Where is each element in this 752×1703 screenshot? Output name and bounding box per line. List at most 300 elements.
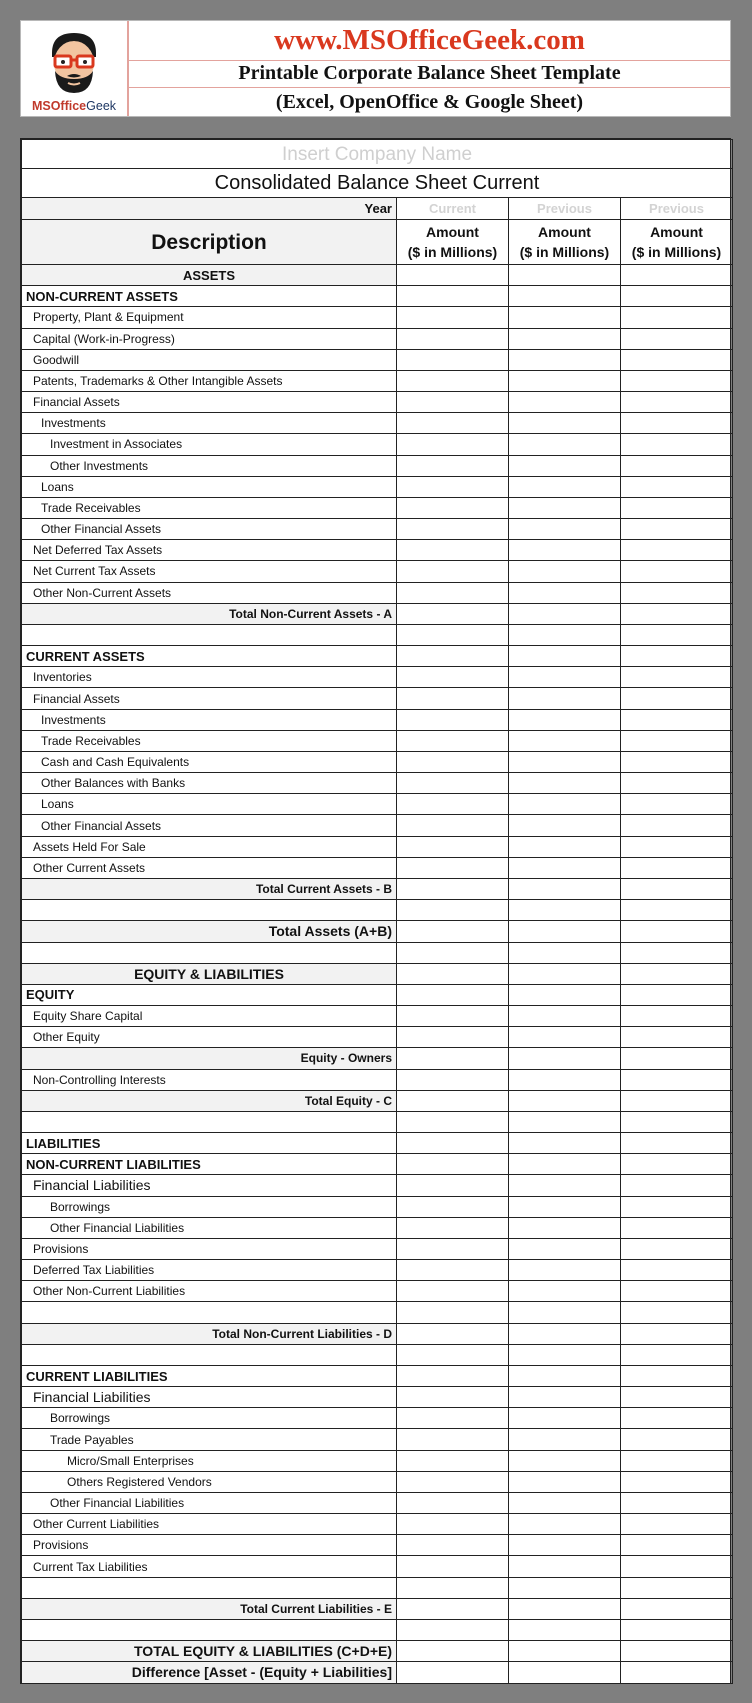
table-row bbox=[22, 519, 733, 540]
amount-cell-previous-2[interactable] bbox=[621, 1323, 733, 1344]
amount-cell-previous-2[interactable] bbox=[621, 1387, 733, 1408]
amount-cell-current[interactable] bbox=[397, 603, 509, 624]
amount-cell-previous-1[interactable] bbox=[509, 984, 621, 1005]
amount-cell-previous-2[interactable] bbox=[621, 1154, 733, 1175]
amount-cell-previous-1[interactable] bbox=[509, 1217, 621, 1238]
table-row bbox=[22, 265, 733, 286]
table-row bbox=[22, 878, 733, 899]
amount-cell-previous-2[interactable] bbox=[621, 1281, 733, 1302]
row-label: Other Financial Assets bbox=[22, 519, 397, 540]
amount-cell-previous-1[interactable] bbox=[509, 1662, 621, 1683]
amount-header-line2: ($ in Millions) bbox=[519, 244, 610, 260]
amount-cell-current[interactable] bbox=[397, 1196, 509, 1217]
amount-cell-previous-2[interactable] bbox=[621, 900, 733, 921]
row-label: Other Non-Current Assets bbox=[22, 582, 397, 603]
row-label: Trade Receivables bbox=[22, 730, 397, 751]
amount-cell-current[interactable] bbox=[397, 1492, 509, 1513]
amount-cell-previous-2[interactable] bbox=[621, 370, 733, 391]
row-label: Investments bbox=[22, 413, 397, 434]
table-row bbox=[22, 328, 733, 349]
amount-cell-previous-1[interactable] bbox=[509, 603, 621, 624]
amount-cell-current[interactable] bbox=[397, 942, 509, 963]
amount-cell-previous-1[interactable] bbox=[509, 1471, 621, 1492]
table-row bbox=[22, 836, 733, 857]
row-label: Provisions bbox=[22, 1238, 397, 1259]
row-label: Net Deferred Tax Assets bbox=[22, 540, 397, 561]
amount-cell-previous-2[interactable] bbox=[621, 1196, 733, 1217]
amount-cell-current[interactable] bbox=[397, 540, 509, 561]
amount-cell-current[interactable] bbox=[397, 878, 509, 899]
amount-cell-previous-2[interactable] bbox=[621, 328, 733, 349]
amount-cell-previous-1[interactable] bbox=[509, 1196, 621, 1217]
amount-cell-previous-2[interactable] bbox=[621, 561, 733, 582]
amount-cell-previous-1[interactable] bbox=[509, 646, 621, 667]
table-row bbox=[22, 1090, 733, 1111]
row-label: Other Balances with Banks bbox=[22, 773, 397, 794]
table-row bbox=[22, 1429, 733, 1450]
amount-cell-previous-1[interactable] bbox=[509, 1238, 621, 1259]
amount-cell-previous-1[interactable] bbox=[509, 1175, 621, 1196]
table-row bbox=[22, 1365, 733, 1386]
amount-cell-current[interactable] bbox=[397, 1641, 509, 1662]
table-row bbox=[22, 1027, 733, 1048]
row-label: Equity Share Capital bbox=[22, 1006, 397, 1027]
amount-cell-previous-2[interactable] bbox=[621, 603, 733, 624]
table-row bbox=[22, 1260, 733, 1281]
amount-cell-current[interactable] bbox=[397, 667, 509, 688]
amount-cell-previous-2[interactable] bbox=[621, 624, 733, 645]
year-previous-2[interactable]: Previous bbox=[621, 198, 733, 220]
amount-cell-current[interactable] bbox=[397, 1577, 509, 1598]
table-row bbox=[22, 646, 733, 667]
amount-cell-previous-1[interactable] bbox=[509, 519, 621, 540]
amount-cell-current[interactable] bbox=[397, 1365, 509, 1386]
amount-cell-previous-1[interactable] bbox=[509, 1154, 621, 1175]
amount-cell-current[interactable] bbox=[397, 328, 509, 349]
table-row bbox=[22, 667, 733, 688]
amount-cell-previous-1[interactable] bbox=[509, 688, 621, 709]
amount-cell-previous-1[interactable] bbox=[509, 497, 621, 518]
amount-cell-current[interactable] bbox=[397, 709, 509, 730]
year-current[interactable]: Current bbox=[397, 198, 509, 220]
amount-cell-previous-2[interactable] bbox=[621, 984, 733, 1005]
amount-cell-previous-2[interactable] bbox=[621, 1069, 733, 1090]
amount-cell-previous-1[interactable] bbox=[509, 1408, 621, 1429]
template-banner bbox=[20, 20, 731, 117]
amount-cell-previous-2[interactable] bbox=[621, 667, 733, 688]
amount-cell-previous-2[interactable] bbox=[621, 1662, 733, 1683]
amount-cell-current[interactable] bbox=[397, 1069, 509, 1090]
amount-cell-previous-2[interactable] bbox=[621, 1535, 733, 1556]
amount-cell-previous-2[interactable] bbox=[621, 688, 733, 709]
amount-cell-current[interactable] bbox=[397, 307, 509, 328]
table-row bbox=[22, 540, 733, 561]
amount-cell-current[interactable] bbox=[397, 1450, 509, 1471]
row-label bbox=[22, 1620, 397, 1641]
amount-cell-previous-1[interactable] bbox=[509, 1048, 621, 1069]
amount-cell-previous-2[interactable] bbox=[621, 1408, 733, 1429]
row-label: Financial Liabilities bbox=[22, 1387, 397, 1408]
amount-cell-previous-1[interactable] bbox=[509, 751, 621, 772]
amount-cell-current[interactable] bbox=[397, 1556, 509, 1577]
amount-cell-current[interactable] bbox=[397, 1408, 509, 1429]
table-row bbox=[22, 476, 733, 497]
amount-cell-current[interactable] bbox=[397, 561, 509, 582]
amount-cell-previous-2[interactable] bbox=[621, 1217, 733, 1238]
banner-titles bbox=[129, 21, 730, 116]
title-row bbox=[22, 169, 733, 198]
amount-cell-current[interactable] bbox=[397, 921, 509, 942]
amount-cell-previous-2[interactable] bbox=[621, 1492, 733, 1513]
table-row bbox=[22, 455, 733, 476]
amount-cell-previous-2[interactable] bbox=[621, 1471, 733, 1492]
amount-cell-previous-2[interactable] bbox=[621, 878, 733, 899]
amount-cell-previous-2[interactable] bbox=[621, 1048, 733, 1069]
amount-cell-previous-1[interactable] bbox=[509, 370, 621, 391]
row-label bbox=[22, 1302, 397, 1323]
row-label bbox=[22, 1344, 397, 1365]
amount-cell-current[interactable] bbox=[397, 1281, 509, 1302]
amount-cell-previous-2[interactable] bbox=[621, 857, 733, 878]
amount-cell-previous-1[interactable] bbox=[509, 1556, 621, 1577]
table-row bbox=[22, 1048, 733, 1069]
amount-cell-previous-1[interactable] bbox=[509, 1620, 621, 1641]
amount-cell-previous-2[interactable] bbox=[621, 476, 733, 497]
row-label: Micro/Small Enterprises bbox=[22, 1450, 397, 1471]
amount-cell-previous-1[interactable] bbox=[509, 815, 621, 836]
amount-header-line2: ($ in Millions) bbox=[407, 244, 498, 260]
amount-cell-previous-1[interactable] bbox=[509, 878, 621, 899]
amount-cell-current[interactable] bbox=[397, 1217, 509, 1238]
amount-cell-previous-1[interactable] bbox=[509, 1344, 621, 1365]
table-row bbox=[22, 497, 733, 518]
amount-cell-previous-2[interactable] bbox=[621, 1027, 733, 1048]
amount-cell-current[interactable] bbox=[397, 286, 509, 307]
amount-cell-previous-2[interactable] bbox=[621, 519, 733, 540]
amount-cell-current[interactable] bbox=[397, 455, 509, 476]
amount-cell-current[interactable] bbox=[397, 1027, 509, 1048]
amount-cell-previous-1[interactable] bbox=[509, 540, 621, 561]
amount-cell-current[interactable] bbox=[397, 1090, 509, 1111]
amount-cell-current[interactable] bbox=[397, 688, 509, 709]
table-row bbox=[22, 1556, 733, 1577]
amount-cell-previous-2[interactable] bbox=[621, 1556, 733, 1577]
amount-cell-current[interactable] bbox=[397, 1598, 509, 1619]
year-label: Year bbox=[22, 198, 397, 220]
amount-cell-previous-1[interactable] bbox=[509, 773, 621, 794]
table-row bbox=[22, 688, 733, 709]
row-label: Other Financial Assets bbox=[22, 815, 397, 836]
row-label: Loans bbox=[22, 476, 397, 497]
amount-cell-previous-2[interactable] bbox=[621, 794, 733, 815]
amount-cell-previous-1[interactable] bbox=[509, 582, 621, 603]
amount-cell-previous-2[interactable] bbox=[621, 942, 733, 963]
amount-cell-current[interactable] bbox=[397, 370, 509, 391]
amount-cell-previous-1[interactable] bbox=[509, 730, 621, 751]
amount-cell-previous-2[interactable] bbox=[621, 1429, 733, 1450]
table-row bbox=[22, 434, 733, 455]
amount-cell-previous-1[interactable] bbox=[509, 1387, 621, 1408]
row-label: Borrowings bbox=[22, 1408, 397, 1429]
table-row bbox=[22, 286, 733, 307]
amount-cell-current[interactable] bbox=[397, 773, 509, 794]
amount-cell-current[interactable] bbox=[397, 1238, 509, 1259]
amount-cell-previous-2[interactable] bbox=[621, 836, 733, 857]
amount-cell-previous-2[interactable] bbox=[621, 1090, 733, 1111]
amount-cell-previous-1[interactable] bbox=[509, 1302, 621, 1323]
amount-cell-current[interactable] bbox=[397, 984, 509, 1005]
amount-cell-current[interactable] bbox=[397, 1514, 509, 1535]
amount-cell-previous-1[interactable] bbox=[509, 1006, 621, 1027]
amount-header-line2: ($ in Millions) bbox=[631, 244, 722, 260]
amount-cell-current[interactable] bbox=[397, 1620, 509, 1641]
logo-wordmark-geek: Geek bbox=[86, 99, 117, 113]
amount-cell-previous-1[interactable] bbox=[509, 349, 621, 370]
amount-cell-previous-1[interactable] bbox=[509, 1027, 621, 1048]
amount-cell-previous-1[interactable] bbox=[509, 921, 621, 942]
amount-cell-previous-2[interactable] bbox=[621, 265, 733, 286]
amount-cell-current[interactable] bbox=[397, 519, 509, 540]
amount-cell-current[interactable] bbox=[397, 1344, 509, 1365]
amount-cell-previous-1[interactable] bbox=[509, 1429, 621, 1450]
amount-header-previous-1 bbox=[509, 220, 621, 265]
table-row bbox=[22, 984, 733, 1005]
amount-cell-previous-1[interactable] bbox=[509, 942, 621, 963]
amount-cell-current[interactable] bbox=[397, 1302, 509, 1323]
amount-cell-current[interactable] bbox=[397, 900, 509, 921]
table-row bbox=[22, 1196, 733, 1217]
description-header: Description bbox=[22, 220, 397, 265]
amount-cell-previous-1[interactable] bbox=[509, 1492, 621, 1513]
amount-cell-previous-2[interactable] bbox=[621, 540, 733, 561]
amount-header-current bbox=[397, 220, 509, 265]
amount-cell-previous-2[interactable] bbox=[621, 963, 733, 984]
amount-cell-previous-1[interactable] bbox=[509, 307, 621, 328]
table-row bbox=[22, 1577, 733, 1598]
amount-cell-previous-2[interactable] bbox=[621, 497, 733, 518]
amount-cell-previous-1[interactable] bbox=[509, 476, 621, 497]
row-label: Difference [Asset - (Equity + Liabilities] bbox=[22, 1662, 397, 1683]
amount-cell-previous-2[interactable] bbox=[621, 582, 733, 603]
amount-cell-current[interactable] bbox=[397, 476, 509, 497]
amount-cell-previous-1[interactable] bbox=[509, 1514, 621, 1535]
amount-cell-previous-2[interactable] bbox=[621, 1514, 733, 1535]
amount-cell-previous-2[interactable] bbox=[621, 1577, 733, 1598]
amount-cell-previous-2[interactable] bbox=[621, 1302, 733, 1323]
amount-cell-previous-1[interactable] bbox=[509, 1090, 621, 1111]
amount-cell-current[interactable] bbox=[397, 1154, 509, 1175]
table-row bbox=[22, 751, 733, 772]
amount-cell-previous-2[interactable] bbox=[621, 1006, 733, 1027]
company-name-field[interactable]: Insert Company Name bbox=[22, 140, 733, 169]
amount-header-line1: Amount bbox=[426, 223, 479, 240]
amount-cell-current[interactable] bbox=[397, 413, 509, 434]
amount-cell-previous-1[interactable] bbox=[509, 286, 621, 307]
amount-cell-current[interactable] bbox=[397, 815, 509, 836]
row-label: LIABILITIES bbox=[22, 1133, 397, 1154]
amount-cell-previous-1[interactable] bbox=[509, 455, 621, 476]
amount-cell-previous-1[interactable] bbox=[509, 836, 621, 857]
amount-cell-previous-1[interactable] bbox=[509, 1450, 621, 1471]
table-row bbox=[22, 307, 733, 328]
amount-cell-current[interactable] bbox=[397, 434, 509, 455]
amount-cell-previous-1[interactable] bbox=[509, 1577, 621, 1598]
row-label: Goodwill bbox=[22, 349, 397, 370]
row-label: Total Non-Current Liabilities - D bbox=[22, 1323, 397, 1344]
amount-cell-current[interactable] bbox=[397, 349, 509, 370]
table-row bbox=[22, 921, 733, 942]
table-row bbox=[22, 1598, 733, 1619]
amount-cell-current[interactable] bbox=[397, 963, 509, 984]
table-row bbox=[22, 1408, 733, 1429]
amount-cell-previous-2[interactable] bbox=[621, 349, 733, 370]
amount-cell-current[interactable] bbox=[397, 624, 509, 645]
row-label: Equity - Owners bbox=[22, 1048, 397, 1069]
amount-cell-current[interactable] bbox=[397, 1387, 509, 1408]
row-label bbox=[22, 900, 397, 921]
amount-cell-previous-2[interactable] bbox=[621, 413, 733, 434]
amount-cell-previous-2[interactable] bbox=[621, 307, 733, 328]
amount-cell-previous-2[interactable] bbox=[621, 1620, 733, 1641]
amount-cell-previous-2[interactable] bbox=[621, 1641, 733, 1662]
amount-cell-previous-2[interactable] bbox=[621, 730, 733, 751]
year-row bbox=[22, 198, 733, 220]
row-label: Financial Assets bbox=[22, 392, 397, 413]
amount-cell-previous-1[interactable] bbox=[509, 434, 621, 455]
amount-cell-previous-2[interactable] bbox=[621, 455, 733, 476]
amount-cell-current[interactable] bbox=[397, 646, 509, 667]
amount-cell-previous-1[interactable] bbox=[509, 709, 621, 730]
row-label: Investment in Associates bbox=[22, 434, 397, 455]
amount-cell-current[interactable] bbox=[397, 1535, 509, 1556]
table-row bbox=[22, 413, 733, 434]
amount-cell-previous-2[interactable] bbox=[621, 1260, 733, 1281]
amount-cell-current[interactable] bbox=[397, 836, 509, 857]
amount-cell-current[interactable] bbox=[397, 730, 509, 751]
amount-cell-current[interactable] bbox=[397, 1133, 509, 1154]
row-label bbox=[22, 624, 397, 645]
amount-cell-previous-1[interactable] bbox=[509, 1598, 621, 1619]
amount-cell-current[interactable] bbox=[397, 392, 509, 413]
amount-cell-previous-2[interactable] bbox=[621, 1133, 733, 1154]
amount-cell-previous-1[interactable] bbox=[509, 392, 621, 413]
table-row bbox=[22, 1620, 733, 1641]
amount-cell-current[interactable] bbox=[397, 1260, 509, 1281]
amount-cell-previous-1[interactable] bbox=[509, 1133, 621, 1154]
amount-cell-previous-2[interactable] bbox=[621, 1598, 733, 1619]
row-label: Total Current Assets - B bbox=[22, 878, 397, 899]
amount-cell-previous-1[interactable] bbox=[509, 413, 621, 434]
amount-cell-previous-1[interactable] bbox=[509, 1641, 621, 1662]
amount-cell-current[interactable] bbox=[397, 1662, 509, 1683]
table-row bbox=[22, 773, 733, 794]
amount-cell-previous-2[interactable] bbox=[621, 1450, 733, 1471]
amount-cell-current[interactable] bbox=[397, 1429, 509, 1450]
amount-cell-previous-2[interactable] bbox=[621, 392, 733, 413]
row-label: Provisions bbox=[22, 1535, 397, 1556]
amount-cell-current[interactable] bbox=[397, 751, 509, 772]
amount-cell-previous-2[interactable] bbox=[621, 1344, 733, 1365]
row-label: Inventories bbox=[22, 667, 397, 688]
amount-cell-previous-1[interactable] bbox=[509, 900, 621, 921]
amount-cell-previous-2[interactable] bbox=[621, 773, 733, 794]
row-label: Trade Payables bbox=[22, 1429, 397, 1450]
amount-cell-previous-1[interactable] bbox=[509, 1069, 621, 1090]
amount-cell-previous-1[interactable] bbox=[509, 265, 621, 286]
amount-cell-current[interactable] bbox=[397, 1111, 509, 1132]
amount-cell-previous-1[interactable] bbox=[509, 667, 621, 688]
amount-cell-previous-2[interactable] bbox=[621, 1365, 733, 1386]
geek-avatar-icon bbox=[34, 27, 114, 99]
amount-cell-current[interactable] bbox=[397, 857, 509, 878]
template-title: Printable Corporate Balance Sheet Template bbox=[129, 61, 730, 89]
year-previous-1[interactable]: Previous bbox=[509, 198, 621, 220]
table-row bbox=[22, 1492, 733, 1513]
amount-cell-previous-2[interactable] bbox=[621, 815, 733, 836]
row-label: Other Current Assets bbox=[22, 857, 397, 878]
header-row bbox=[22, 220, 733, 265]
row-label bbox=[22, 1111, 397, 1132]
row-label: Trade Receivables bbox=[22, 497, 397, 518]
amount-cell-previous-1[interactable] bbox=[509, 328, 621, 349]
amount-cell-previous-1[interactable] bbox=[509, 857, 621, 878]
row-label: EQUITY & LIABILITIES bbox=[22, 963, 397, 984]
amount-cell-previous-1[interactable] bbox=[509, 1260, 621, 1281]
amount-cell-current[interactable] bbox=[397, 1175, 509, 1196]
table-row bbox=[22, 857, 733, 878]
table-row bbox=[22, 1450, 733, 1471]
amount-cell-current[interactable] bbox=[397, 1323, 509, 1344]
amount-cell-previous-2[interactable] bbox=[621, 1175, 733, 1196]
amount-cell-previous-1[interactable] bbox=[509, 561, 621, 582]
amount-cell-previous-1[interactable] bbox=[509, 1281, 621, 1302]
amount-cell-previous-2[interactable] bbox=[621, 921, 733, 942]
amount-cell-previous-1[interactable] bbox=[509, 794, 621, 815]
amount-cell-previous-2[interactable] bbox=[621, 286, 733, 307]
table-row bbox=[22, 815, 733, 836]
amount-cell-previous-2[interactable] bbox=[621, 709, 733, 730]
amount-cell-previous-2[interactable] bbox=[621, 434, 733, 455]
amount-cell-previous-2[interactable] bbox=[621, 751, 733, 772]
amount-cell-current[interactable] bbox=[397, 497, 509, 518]
row-label: Current Tax Liabilities bbox=[22, 1556, 397, 1577]
amount-cell-current[interactable] bbox=[397, 582, 509, 603]
row-label: Other Non-Current Liabilities bbox=[22, 1281, 397, 1302]
row-label: ASSETS bbox=[22, 265, 397, 286]
amount-cell-previous-1[interactable] bbox=[509, 1365, 621, 1386]
row-label: Investments bbox=[22, 709, 397, 730]
amount-cell-current[interactable] bbox=[397, 265, 509, 286]
amount-cell-previous-2[interactable] bbox=[621, 1238, 733, 1259]
table-row bbox=[22, 1641, 733, 1662]
table-row bbox=[22, 1535, 733, 1556]
sheet-title: Consolidated Balance Sheet Current bbox=[22, 169, 733, 198]
amount-cell-previous-1[interactable] bbox=[509, 1111, 621, 1132]
amount-cell-previous-2[interactable] bbox=[621, 1111, 733, 1132]
logo bbox=[21, 21, 129, 116]
amount-cell-previous-1[interactable] bbox=[509, 1535, 621, 1556]
table-row bbox=[22, 794, 733, 815]
amount-cell-current[interactable] bbox=[397, 1006, 509, 1027]
amount-cell-current[interactable] bbox=[397, 1471, 509, 1492]
amount-cell-previous-2[interactable] bbox=[621, 646, 733, 667]
amount-cell-current[interactable] bbox=[397, 1048, 509, 1069]
amount-cell-previous-1[interactable] bbox=[509, 1323, 621, 1344]
amount-cell-previous-1[interactable] bbox=[509, 624, 621, 645]
table-row bbox=[22, 1281, 733, 1302]
amount-cell-previous-1[interactable] bbox=[509, 963, 621, 984]
amount-cell-current[interactable] bbox=[397, 794, 509, 815]
